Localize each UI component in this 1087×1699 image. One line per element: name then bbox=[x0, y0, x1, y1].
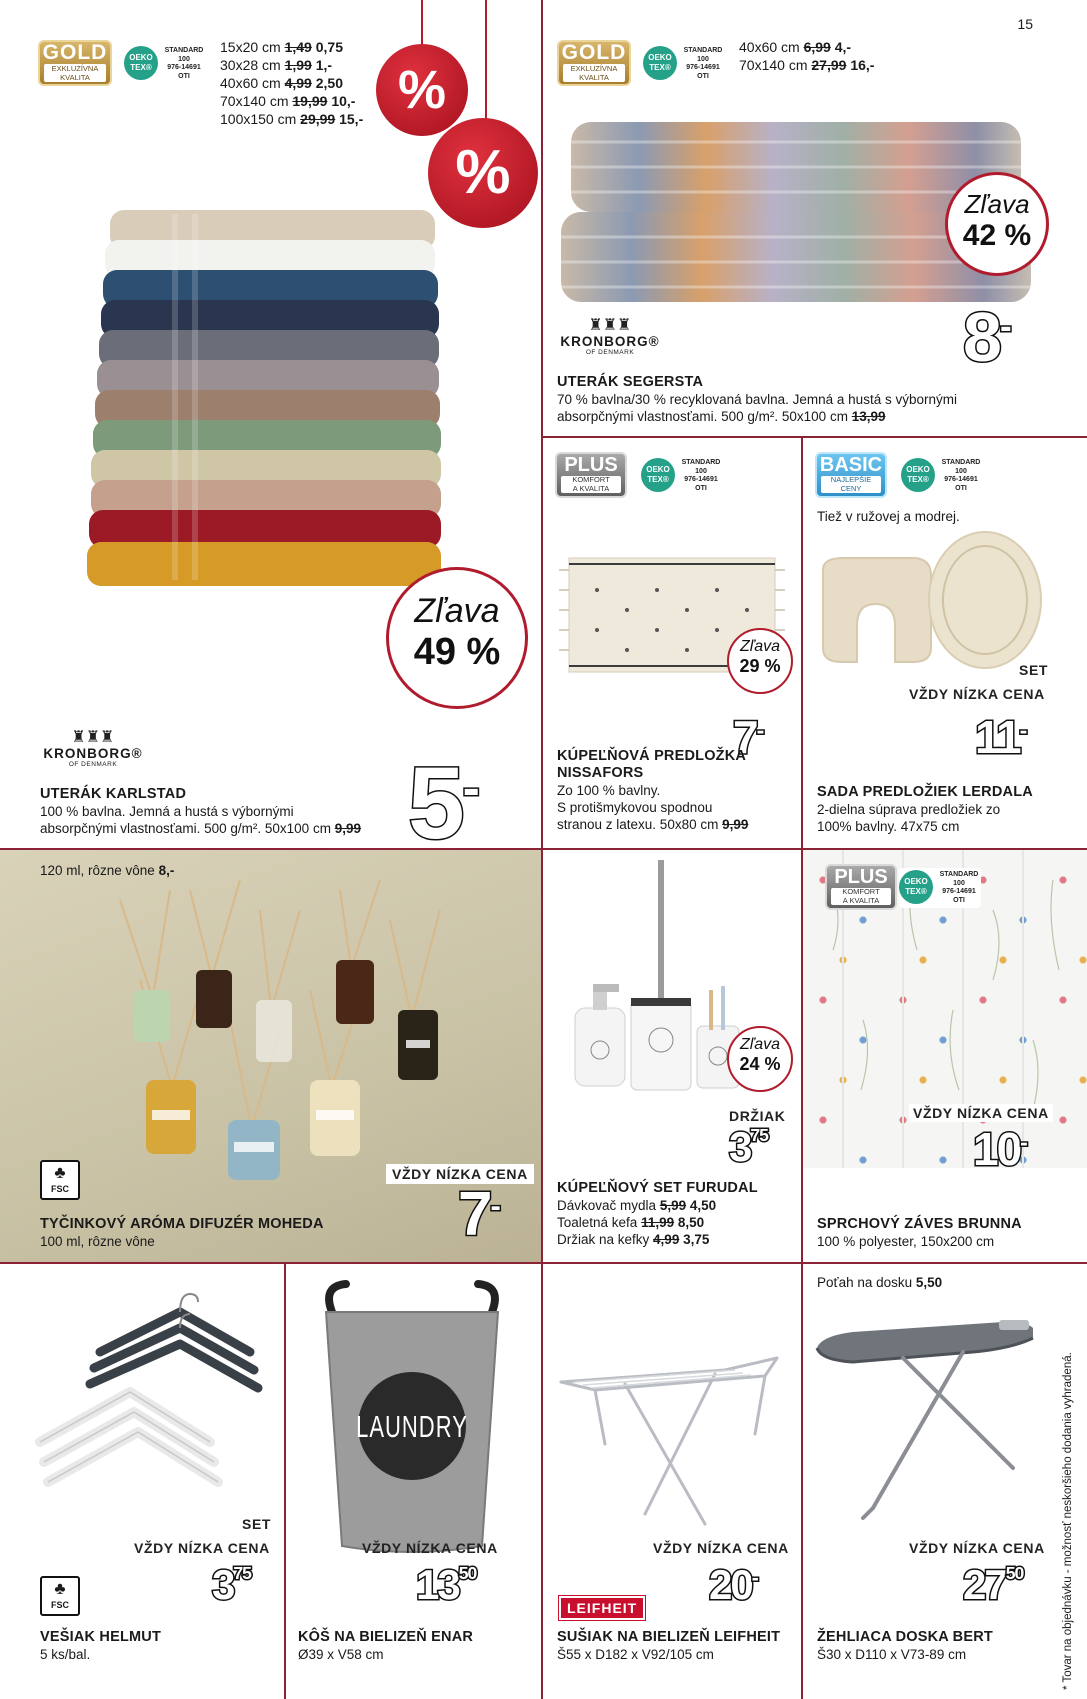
bath-mat-set-image bbox=[813, 530, 1043, 680]
product-price: 7- bbox=[458, 1180, 499, 1249]
discount-badge: Zľava 24 % bbox=[727, 1026, 793, 1092]
page-number: 15 bbox=[1017, 16, 1033, 32]
kronborg-logo: ♜♜♜ KRONBORG® OF DENMARK bbox=[555, 318, 665, 357]
product-title: UTERÁK KARLSTAD bbox=[40, 786, 187, 802]
product-title: KÔŠ NA BIELIZEŇ ENAR bbox=[298, 1629, 474, 1645]
fsc-logo: ♣ FSC bbox=[40, 1576, 80, 1616]
set-line: Držiak na kefky 4,99 3,75 bbox=[557, 1232, 710, 1247]
product-description: Š55 x D182 x V92/105 cm bbox=[557, 1647, 714, 1662]
product-title: KÚPEĽŇOVÁ PREDLOŽKA NISSAFORS bbox=[557, 748, 747, 781]
size-row: 40x60 cm 4,99 2,50 bbox=[220, 75, 343, 91]
product-segersta bbox=[543, 0, 1087, 436]
crown-icon: ♜♜♜ bbox=[588, 317, 632, 334]
size-row: 70x140 cm 19,99 10,- bbox=[220, 93, 356, 109]
product-price: 7- bbox=[733, 711, 763, 763]
product-description: 100 ml, rôzne vône bbox=[40, 1234, 155, 1249]
size-price-list bbox=[739, 38, 874, 74]
product-title: SUŠIAK NA BIELIZEŇ LEIFHEIT bbox=[557, 1629, 781, 1645]
product-description: 100 % polyester, 150x200 cm bbox=[817, 1234, 995, 1249]
discount-badge: Zľava 49 % bbox=[386, 567, 528, 709]
product-price: 5- bbox=[408, 746, 478, 848]
product-bert bbox=[803, 1264, 1087, 1699]
discount-badge: Zľava 29 % bbox=[727, 628, 793, 694]
product-moheda bbox=[0, 850, 541, 1262]
size-row: 70x140 cm 27,99 16,- bbox=[739, 57, 875, 73]
product-description: 2-dielna súprava predložiek zo 100% bavlny. 47x75 cm bbox=[817, 802, 1001, 834]
product-brunna bbox=[803, 850, 1087, 1262]
size-row: 100x150 cm 29,99 15,- bbox=[220, 111, 364, 127]
product-price: $27^{50}$ bbox=[963, 1561, 1024, 1608]
size-row: 40x60 cm 6,99 4,- bbox=[739, 39, 852, 55]
product-lerdala bbox=[803, 438, 1087, 848]
footnote: * Tovar na objednávku - možnosť neskoršieho dodania vyhradená. bbox=[1062, 1352, 1074, 1690]
product-price: $3^{75}$ bbox=[212, 1561, 251, 1608]
product-title: VEŠIAK HELMUT bbox=[40, 1629, 162, 1645]
percent-tag-string-2 bbox=[485, 0, 487, 120]
product-title: UTERÁK SEGERSTA bbox=[557, 374, 704, 390]
product-price: 20- bbox=[709, 1561, 757, 1608]
tree-icon: ♣ bbox=[54, 1163, 66, 1182]
oeko-tex-logo: OEKO TEX® STANDARD 100 976-14691 OTI bbox=[899, 868, 981, 908]
product-furudal bbox=[543, 850, 801, 1262]
always-low-price-label: VŽDY NÍZKA CENA bbox=[909, 686, 1045, 702]
holder-label: DRŽIAK bbox=[729, 1108, 786, 1124]
gold-quality-logo: GOLD EXKLUZÍVNA KVALITA bbox=[38, 40, 112, 86]
basic-quality-logo: BASIC NAJLEPŠIE CENY bbox=[815, 452, 887, 498]
oeko-tex-logo: OEKO TEX® STANDARD 100 976-14691 OTI bbox=[643, 44, 725, 84]
product-enar bbox=[286, 1264, 541, 1699]
product-description: Zo 100 % bavlny. S protišmykovou spodnou stranou z latexu. 50x80 cm 9,99 bbox=[557, 783, 749, 832]
product-description: Ø39 x V58 cm bbox=[298, 1647, 384, 1662]
product-price: 11- bbox=[975, 711, 1026, 763]
product-karlstad bbox=[0, 0, 541, 848]
product-title: ŽEHLIACA DOSKA BERT bbox=[817, 1629, 993, 1645]
variant-price-note: Poťah na dosku 5,50 bbox=[817, 1275, 943, 1290]
percent-tag-1: % bbox=[376, 44, 468, 136]
percent-tag-2: % bbox=[428, 118, 538, 228]
product-price: 8- bbox=[963, 298, 1010, 376]
product-description: 70 % bavlna/30 % recyklovaná bavlna. Jemná a hustá s výbornými absorpčnými vlastnosťami. 500 g/m². 50x100 cm 13,99 bbox=[557, 392, 957, 424]
set-line: Toaletná kefa 11,99 8,50 bbox=[557, 1215, 705, 1230]
product-leifheit bbox=[543, 1264, 801, 1699]
set-line: Dávkovač mydla 5,99 4,50 bbox=[557, 1198, 717, 1213]
size-price-list bbox=[220, 38, 363, 128]
product-description bbox=[557, 1197, 716, 1248]
laundry-label: LAUNDRY bbox=[356, 1408, 468, 1444]
set-label: SET bbox=[242, 1516, 272, 1532]
product-title: KÚPEĽŇOVÝ SET FURUDAL bbox=[557, 1180, 758, 1196]
product-nissafors bbox=[543, 438, 801, 848]
oeko-tex-logo: OEKO TEX® STANDARD 100 976-14691 OTI bbox=[901, 456, 983, 496]
plus-quality-logo: PLUS KOMFORT A KVALITA bbox=[825, 864, 897, 910]
product-description: Š30 x D110 x V73-89 cm bbox=[817, 1647, 967, 1662]
always-low-price-label: VŽDY NÍZKA CENA bbox=[362, 1540, 498, 1556]
towel-stack-image bbox=[85, 170, 465, 650]
product-title: SADA PREDLOŽIEK LERDALA bbox=[817, 784, 1033, 800]
plus-quality-logo: PLUS KOMFORT A KVALITA bbox=[555, 452, 627, 498]
hangers-image bbox=[30, 1282, 270, 1542]
gold-quality-logo: GOLD EXKLUZÍVNA KVALITA bbox=[557, 40, 631, 86]
product-description: 5 ks/bal. bbox=[40, 1647, 91, 1662]
always-low-price-label: VŽDY NÍZKA CENA bbox=[134, 1540, 270, 1556]
kronborg-logo: ♜♜♜ KRONBORG® OF DENMARK bbox=[38, 730, 148, 769]
size-row: 30x28 cm 1,99 1,- bbox=[220, 57, 333, 73]
always-low-price-label: VŽDY NÍZKA CENA bbox=[909, 1540, 1045, 1556]
color-note: Tiež v ružovej a modrej. bbox=[817, 509, 960, 524]
tree-icon: ♣ bbox=[54, 1579, 66, 1598]
product-price: $3^{75}$ bbox=[729, 1123, 768, 1170]
always-low-price-label: VŽDY NÍZKA CENA bbox=[653, 1540, 789, 1556]
oeko-tex-logo: OEKO TEX® STANDARD 100 976-14691 OTI bbox=[124, 44, 206, 84]
fsc-logo: ♣ FSC bbox=[40, 1160, 80, 1200]
always-low-price-label: VŽDY NÍZKA CENA bbox=[386, 1164, 534, 1184]
leifheit-logo: LEIFHEIT bbox=[559, 1596, 645, 1620]
ironing-board-image bbox=[813, 1318, 1043, 1538]
product-title: SPRCHOVÝ ZÁVES BRUNNA bbox=[817, 1216, 1022, 1232]
product-price: $13^{50}$ bbox=[416, 1561, 477, 1608]
product-helmut bbox=[0, 1264, 284, 1699]
product-description: 100 % bavlna. Jemná a hustá s výbornými absorpčnými vlastnosťami. 500 g/m². 50x100 cm 9,99 bbox=[40, 804, 361, 836]
variant-price-note: 120 ml, rôzne vône 8,- bbox=[40, 863, 175, 878]
crown-icon: ♜♜♜ bbox=[71, 729, 115, 746]
diffuser-bottles-image bbox=[110, 880, 530, 1180]
oeko-tex-logo: OEKO TEX® STANDARD 100 976-14691 OTI bbox=[641, 456, 723, 496]
product-title: TYČINKOVÝ ARÓMA DIFUZÉR MOHEDA bbox=[40, 1216, 324, 1232]
size-row: 15x20 cm 1,49 0,75 bbox=[220, 39, 343, 55]
product-price: 10- bbox=[973, 1123, 1026, 1175]
clothes-dryer-image bbox=[555, 1354, 785, 1534]
always-low-price-label: VŽDY NÍZKA CENA bbox=[909, 1104, 1053, 1122]
discount-badge: Zľava 42 % bbox=[945, 172, 1049, 276]
set-label: SET bbox=[1019, 662, 1049, 678]
